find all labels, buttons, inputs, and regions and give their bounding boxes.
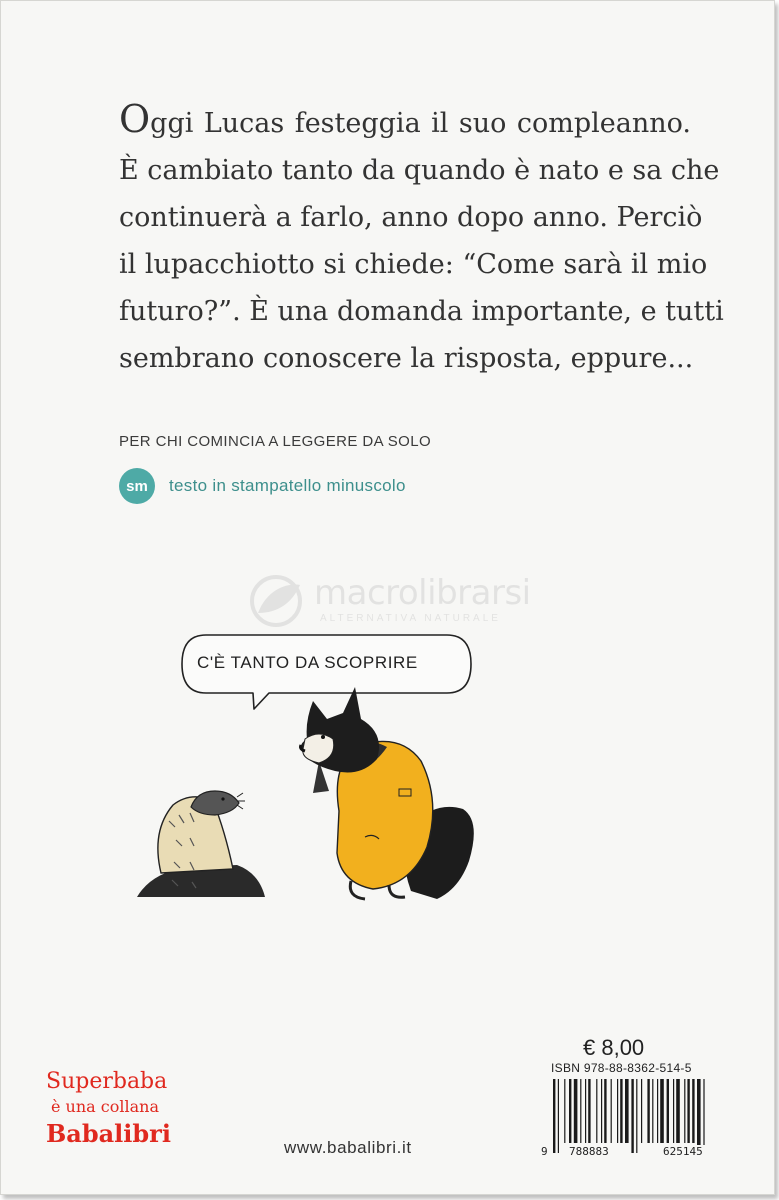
isbn-label: ISBN 978-88-8362-514-5 (551, 1061, 692, 1075)
series-name: Superbaba (46, 1069, 168, 1094)
wolf-cub-icon (301, 687, 474, 899)
blurb-line-6: sembrano conoscere la risposta, eppure... (119, 343, 694, 374)
barcode-bar (564, 1079, 565, 1143)
barcode-bar (641, 1079, 642, 1143)
drop-cap: O (119, 97, 151, 141)
website-link[interactable]: www.babalibri.it (284, 1138, 412, 1157)
barcode-bar (692, 1079, 694, 1143)
blurb-line-3: continuerà a farlo, anno dopo anno. Perciò (119, 202, 703, 233)
barcode-icon (549, 1079, 739, 1155)
barcode-bar (673, 1079, 674, 1143)
publisher-name: Babalibri (46, 1119, 171, 1148)
format-label: testo in stampatello minuscolo (169, 476, 406, 495)
barcode-right-digits: 625145 (663, 1145, 703, 1158)
barcode-bar (588, 1079, 590, 1143)
barcode-bar (676, 1079, 680, 1143)
barcode-bar (604, 1079, 606, 1143)
barcode-bar (684, 1079, 685, 1143)
barcode-bar (625, 1079, 629, 1143)
speech-bubble-text: C'È TANTO DA SCOPRIRE (197, 653, 418, 672)
blurb-line-2: È cambiato tanto da quando è nato e sa che (119, 155, 720, 186)
barcode-bar (660, 1079, 664, 1143)
watermark-tagline: ALTERNATIVA NATURALE (320, 613, 501, 624)
barcode-bar (647, 1079, 649, 1143)
audience-label: PER CHI COMINCIA A LEGGERE DA SOLO (119, 433, 432, 450)
barcode-bar (636, 1079, 637, 1153)
blurb-line-1: Oggi Lucas festeggia il suo compleanno. (119, 97, 691, 141)
barcode-bar (703, 1079, 704, 1153)
barcode-bar (667, 1079, 669, 1143)
barcode-bar (585, 1079, 586, 1143)
barcode-bar (697, 1079, 701, 1153)
watermark-name: macrolibrarsi (314, 573, 531, 613)
price-label: € 8,00 (583, 1035, 645, 1060)
illustration (1, 1, 775, 901)
barcode-lead-digit: 9 (541, 1145, 548, 1158)
barcode-bar (601, 1079, 602, 1143)
barcode-bar (596, 1079, 597, 1143)
barcode-bar (574, 1079, 578, 1143)
series-info (46, 1069, 171, 1149)
series-subtitle: è una collana (51, 1097, 159, 1116)
barcode-bar (631, 1079, 633, 1153)
blurb-line-5: futuro?”. È una domanda importante, e tutti (119, 296, 724, 327)
barcode-bar (580, 1079, 581, 1143)
blurb-line-4: il lupacchiotto si chiede: “Come sarà il mio (119, 249, 708, 280)
barcode-bar (553, 1079, 555, 1153)
barcode-bar (657, 1079, 658, 1143)
barcode-bar (687, 1079, 689, 1143)
barcode-bar (617, 1079, 618, 1143)
barcode-left-digits: 788883 (569, 1145, 609, 1158)
barcode-bar (652, 1079, 653, 1143)
barcode-bar (569, 1079, 571, 1143)
sm-badge-icon: sm (119, 468, 155, 504)
barcode-bar (611, 1079, 612, 1143)
barcode-bar (558, 1079, 559, 1153)
mole-icon (137, 791, 265, 897)
barcode-bar (620, 1079, 622, 1143)
